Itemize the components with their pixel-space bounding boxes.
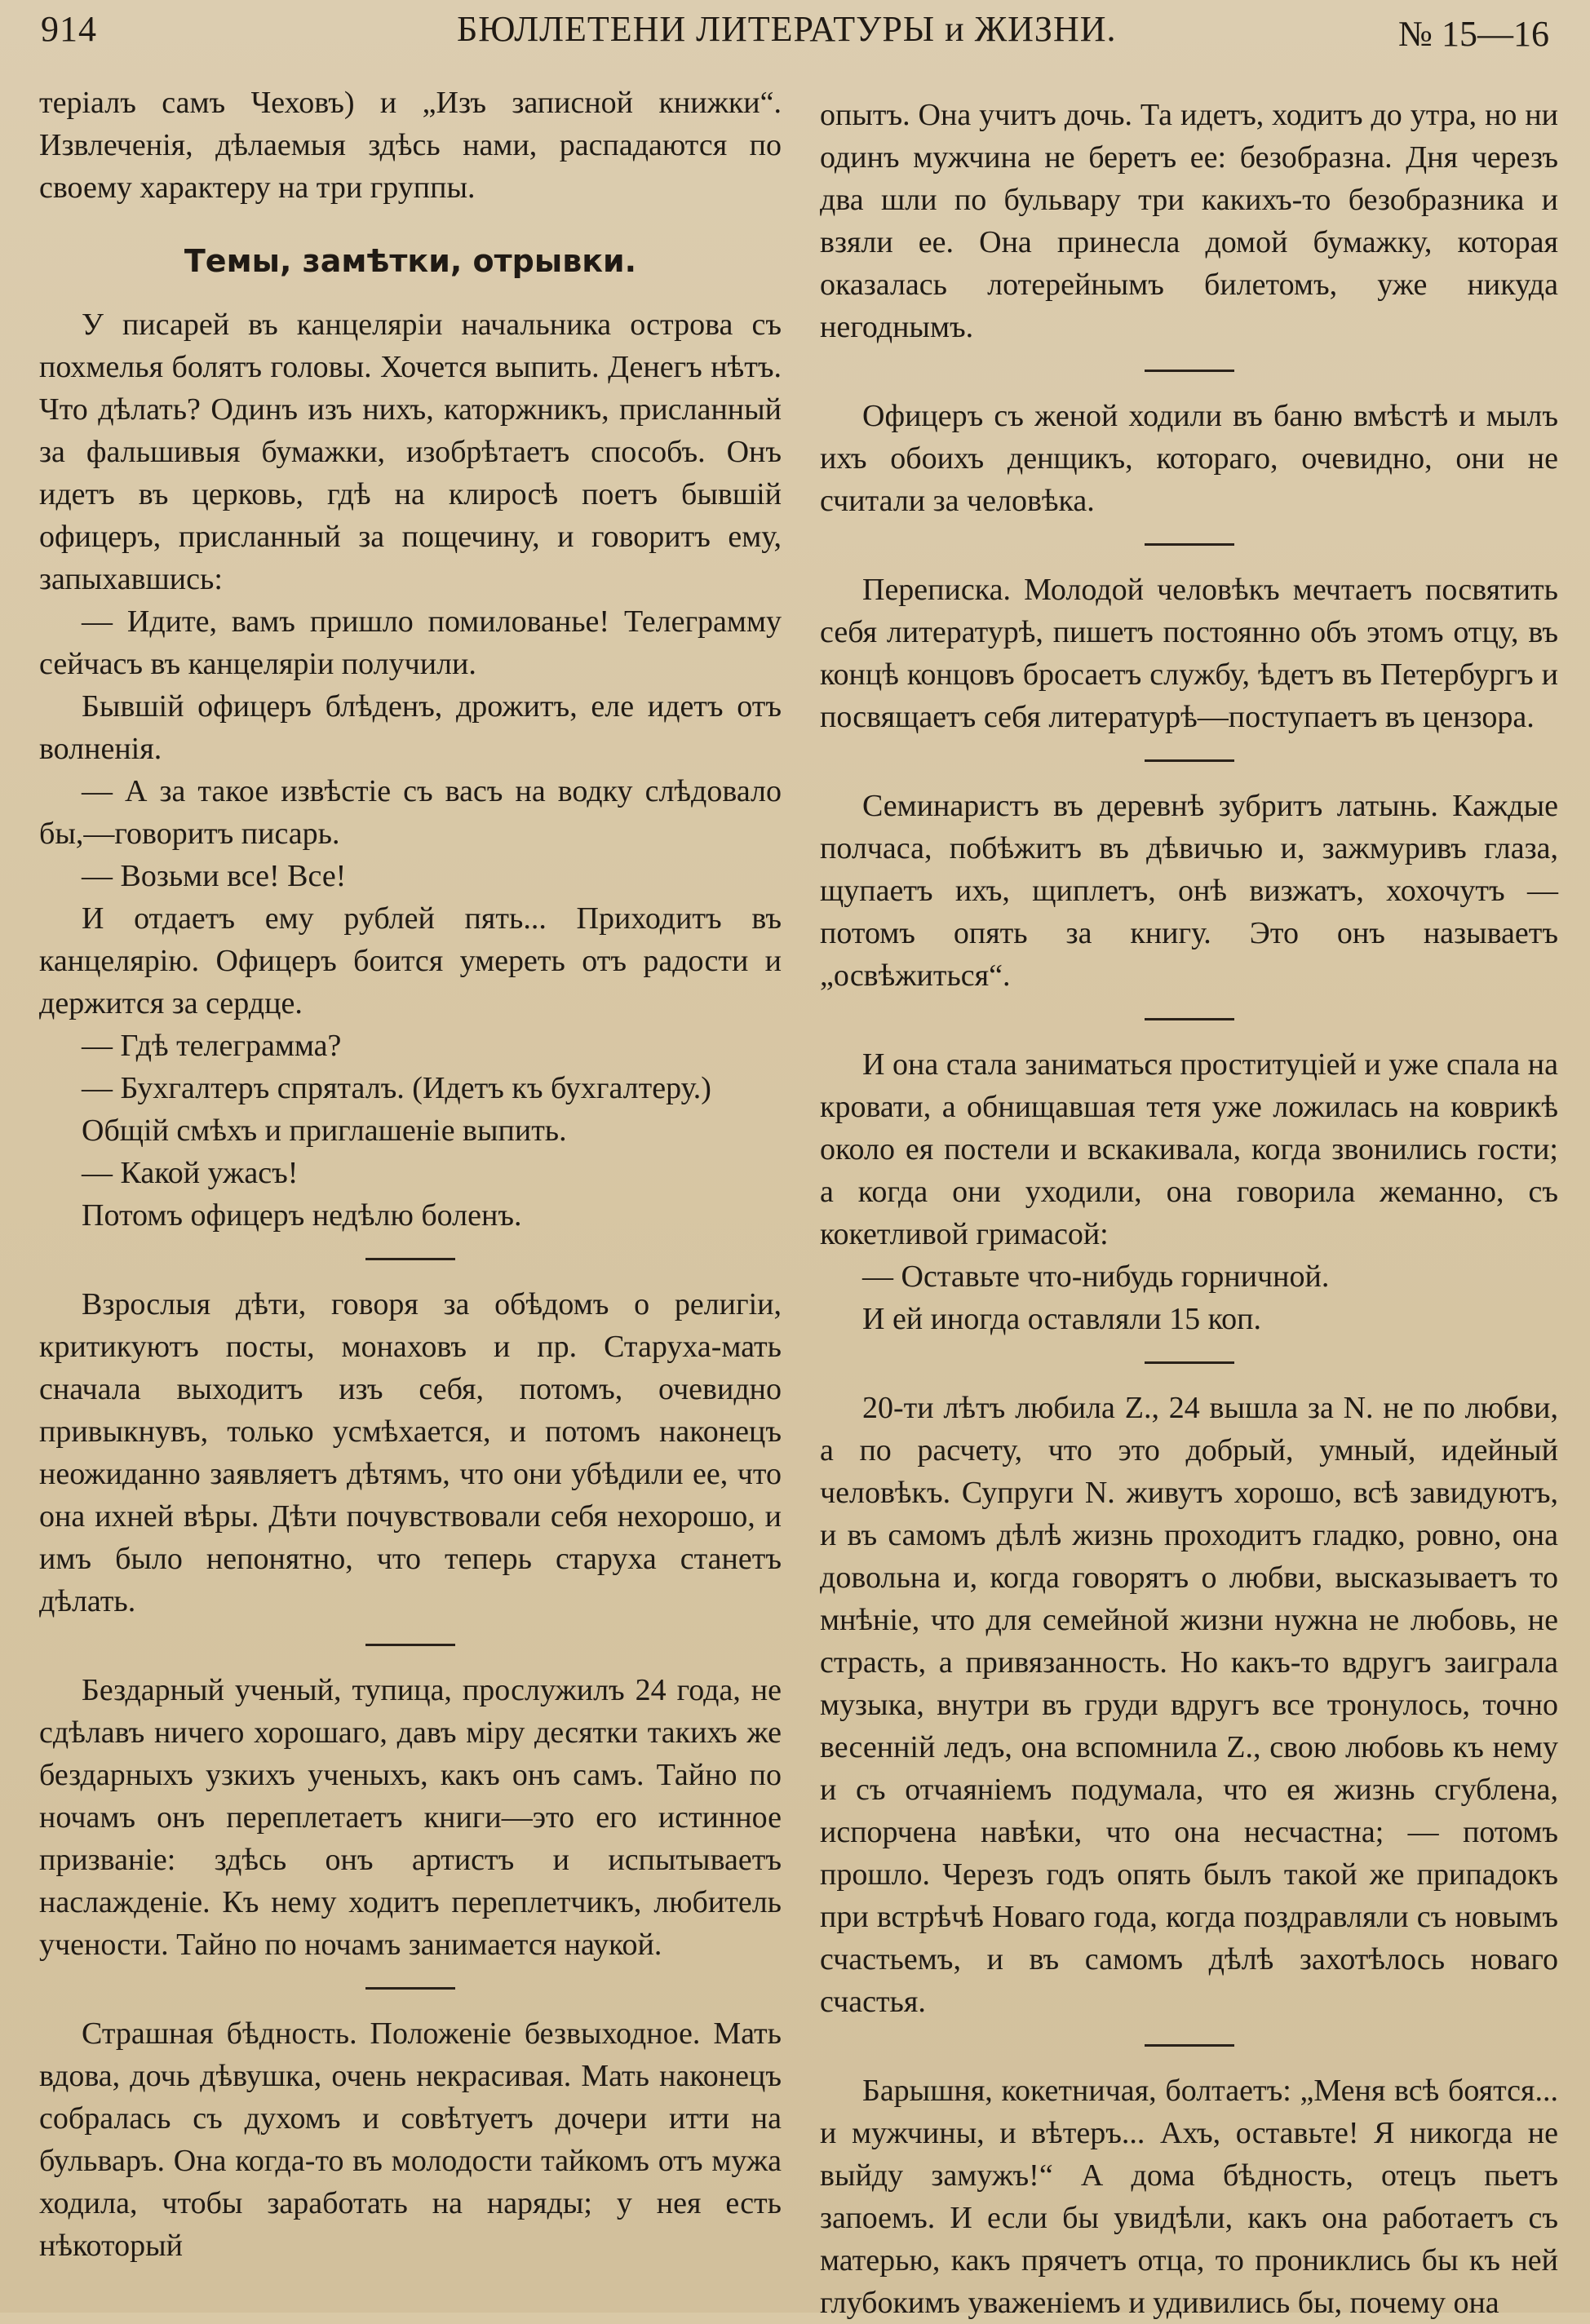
page-header <box>33 8 1557 65</box>
story-poverty-continued: опытъ. Она учитъ дочь. Та идетъ, ходитъ до утра, но ни одинъ мужчина не беретъ ее: безобразна. Дня черезъ два шли по бульвару три какихъ-то безобразника и взяли ее. Она принесла домой бумажку, которая оказалась лотерейнымъ билетомъ, уже никуда негоднымъ. <box>820 98 1558 344</box>
story-aunt-paragraph: И она стала заниматься проституціей и уже спала на кровати, а обнищавшая тетя уже ложилась на коврикѣ около ея постели и вскакивала, когда звонились гости; а когда они уходили, она говорила жеманно, съ кокетливой гримасой: <box>820 1047 1558 1251</box>
narration-line: Общій смѣхъ и приглашеніе выпить. <box>82 1113 567 1148</box>
section-divider <box>1145 370 1234 372</box>
dialogue-line: — А за такое извѣстіе съ васъ на водку слѣдовало бы,—говоритъ писарь. <box>39 774 782 851</box>
dialogue-line: — Идите, вамъ пришло помилованье! Телеграмму сейчасъ въ канцеляріи получили. <box>39 604 782 681</box>
dialogue-line: — Гдѣ телеграмма? <box>82 1029 342 1063</box>
left-column <box>39 82 782 2296</box>
section-heading: Темы, замѣтки, отрывки. <box>184 243 637 279</box>
page-number: 914 <box>41 9 97 49</box>
section-divider <box>1145 2044 1234 2047</box>
section-divider <box>1145 543 1234 546</box>
story-young-lady-paragraph: Барышня, кокетничая, болтаетъ: „Меня всѣ боятся... и мужчины, и вѣтеръ... Ахъ, оставьте! Я никогда не выйду замужъ!“ А дома бѣдность, отецъ пьетъ запоемъ. И если бы увидѣли, какъ она работаетъ съ матерью, какъ прячетъ отца, то прониклись бы къ ней глубокимъ уваженіемъ и удивились бы, почему она <box>820 2074 1558 2320</box>
story-correspondence-paragraph: Переписка. Молодой человѣкъ мечтаетъ посвятить себя литературѣ, пишетъ постоянно объ этомъ отцу, въ концѣ концовъ бросаетъ службу, ѣдетъ въ Петербургъ и посвящаетъ себя литературѣ—поступаетъ въ цензора. <box>820 573 1558 734</box>
story-scholar-paragraph: Бездарный ученый, тупица, прослужилъ 24 года, не сдѣлавъ ничего хорошаго, давъ міру десятки такихъ же бездарныхъ узкихъ ученыхъ, какъ онъ самъ. Тайно по ночамъ онъ переплетаетъ книги—это его истинное призваніе: здѣсь онъ артистъ и испытываетъ наслажденіе. Къ нему ходитъ переплетчикъ, любитель учености. Тайно по ночамъ занимается наукой. <box>39 1673 782 1962</box>
intro-paragraph: теріалъ самъ Чеховъ) и „Изъ записной книжки“. Извлеченія, дѣлаемыя здѣсь нами, распадаются по своему характеру на три группы. <box>39 86 782 205</box>
section-divider <box>365 1987 455 1990</box>
section-divider <box>1145 1361 1234 1364</box>
story-poverty-paragraph: Страшная бѣдность. Положеніе безвыходное. Мать вдова, дочь дѣвушка, очень некрасивая. Мать наконецъ собралась съ духомъ и совѣтуетъ дочери итти на бульваръ. Она когда-то въ молодости тайкомъ отъ мужа ходила, чтобы заработать на наряды; у нея есть нѣкоторый <box>39 2016 782 2263</box>
narration-line: Бывшій офицеръ блѣденъ, дрожитъ, еле идетъ отъ волненія. <box>39 689 782 766</box>
dialogue-line: — Бухгалтеръ спряталъ. (Идетъ къ бухгалтеру.) <box>82 1071 711 1105</box>
story-children-paragraph: Взрослыя дѣти, говоря за обѣдомъ о религіи, критикуютъ посты, монаховъ и пр. Старуха-мать сначала выходитъ изъ себя, потомъ, очевидно привыкнувъ, только усмѣхается, и потомъ наконецъ неожиданно заявляетъ дѣтямъ, что они убѣдили ее, что она ихней вѣры. Дѣти почувствовали себя нехорошо, и имъ было непонятно, что теперь старуха станетъ дѣлать. <box>39 1287 782 1618</box>
issue-number: № 15—16 <box>1398 14 1549 54</box>
dialogue-line: — Какой ужасъ! <box>82 1156 299 1190</box>
dialogue-line: — Возьми все! Все! <box>82 859 347 893</box>
section-divider <box>365 1644 455 1646</box>
story-officer-paragraph: Офицеръ съ женой ходили въ баню вмѣстѣ и мылъ ихъ обоихъ денщикъ, котораго, очевидно, они не считали за человѣка. <box>820 399 1558 518</box>
section-divider <box>1145 1018 1234 1020</box>
story-marriage-paragraph: 20-ти лѣтъ любила Z., 24 вышла за N. не по любви, а по расчету, что это добрый, умный, идейный человѣкъ. Супруги N. живутъ хорошо, всѣ завидуютъ, и въ самомъ дѣлѣ жизнь проходитъ гладко, ровно, она довольна и, когда говорятъ о любви, высказываетъ то мнѣніе, что для семейной жизни нужна не любовь, не страсть, а привязанность. Но какъ-то вдругъ заиграла музыка, внутри въ груди вдругъ все тронулось, точно весенній ледъ, она вспомнила Z., свою любовь къ нему и съ отчаяніемъ подумала, что ея жизнь сгублена, испорчена навѣки, что она несчастна; — потомъ прошло. Черезъ годъ опять былъ такой же припадокъ при встрѣчѣ Новаго года, когда поздравляли съ новымъ счастьемъ, и въ самомъ дѣлѣ захотѣлось новаго счастья. <box>820 1391 1558 2019</box>
section-divider <box>1145 759 1234 762</box>
journal-title: БЮЛЛЕТЕНИ ЛИТЕРАТУРЫ и ЖИЗНИ. <box>457 9 1117 49</box>
dialogue-line: — Оставьте что-нибудь горничной. <box>862 1259 1330 1294</box>
narration-line: Потомъ офицеръ недѣлю боленъ. <box>82 1198 522 1233</box>
story-seminarian-paragraph: Семинаристъ въ деревнѣ зубритъ латынь. Каждые полчаса, побѣжитъ въ дѣвичью и, зажмуривъ глаза, щупаетъ ихъ, щиплетъ, онѣ визжатъ, хохочутъ — потомъ опять за книгу. Это онъ называетъ „освѣжиться“. <box>820 789 1558 993</box>
right-column <box>820 94 1558 2320</box>
section-divider <box>365 1258 455 1260</box>
narration-line: И отдаетъ ему рублей пять... Приходитъ въ канцелярію. Офицеръ боится умереть отъ радости и держится за сердце. <box>39 901 782 1020</box>
narration-line: И ей иногда оставляли 15 коп. <box>862 1302 1262 1336</box>
story-scribes-paragraph: У писарей въ канцеляріи начальника острова съ похмелья болятъ головы. Хочется выпить. Денегъ нѣтъ. Что дѣлать? Одинъ изъ нихъ, каторжникъ, присланный за фальшивыя бумажки, изобрѣтаетъ способъ. Онъ идетъ въ церковь, гдѣ на клиросѣ поетъ бывшій офицеръ, присланный за пощечину, и говоритъ ему, запыхавшись: <box>39 308 782 596</box>
